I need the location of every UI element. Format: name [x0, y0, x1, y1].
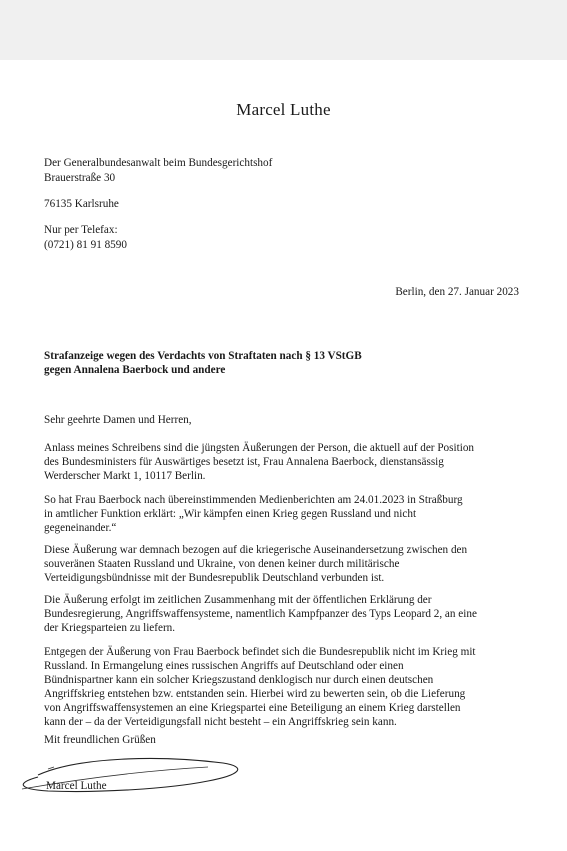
- salutation: Sehr geehrte Damen und Herren,: [44, 414, 192, 426]
- paragraph-3: Diese Äußerung war demnach bezogen auf die kriegerische Auseinandersetzung zwischen den souveränen Staaten Russland und Ukraine, von denen keiner durch militärische Verteidigungsbündnisse mit der Bundesrepublik Deutschland verbunden ist.: [44, 544, 468, 584]
- recipient-city: 76135 Karlsruhe: [44, 198, 119, 210]
- handwritten-signature: [8, 745, 248, 805]
- date-line: Berlin, den 27. Januar 2023: [395, 286, 519, 298]
- sender-name: Marcel Luthe: [236, 100, 331, 119]
- paragraph-2: So hat Frau Baerbock nach übereinstimmenden Medienberichten am 24.01.2023 in Straßburg in amtlicher Funktion erklärt: „Wir kämpfen einen Krieg gegen Russland und nicht gegeneinander.“: [44, 494, 463, 534]
- fax-number: Nur per Telefax: (0721) 81 91 8590: [44, 224, 127, 251]
- closing: Mit freundlichen Grüßen: [44, 734, 156, 746]
- screenshot-top-margin: [0, 0, 567, 60]
- subject-text: Strafanzeige wegen des Verdachts von Straftaten nach § 13 VStGB gegen Annalena Baerbock und andere: [44, 350, 362, 376]
- paragraph-1: Anlass meines Schreibens sind die jüngsten Äußerungen der Person, die aktuell auf der Position des Bundesministers für Auswärtiges besetzt ist, Frau Annalena Baerbock, dienstansässig Werderscher Markt 1, 10117 Berlin.: [44, 442, 475, 482]
- paragraph-5: Entgegen der Äußerung von Frau Baerbock befindet sich die Bundesrepublik nicht im Krieg mit Russland. In Ermangelung eines russischen Angriffs auf Deutschland oder einen Bündnispartner kann ein solcher Kriegszustand denklogisch nur durch einen deutschen Angriffskrieg entstehen bzw. entstanden sein. Hierbei wird zu bewerten sein, ob die Lieferung von Angriffswaffensystemen an eine Kriegspartei eine Beteiligung an einem Krieg darstellen kann der – da der Verteidigungsfall nicht besteht – ein Angriffskrieg sein kann.: [44, 646, 476, 728]
- paragraph-4: Die Äußerung erfolgt im zeitlichen Zusammenhang mit der öffentlichen Erklärung der Bundesregierung, Angriffswaffensysteme, namentlich Kampfpanzer des Typs Leopard 2, an eine der Kriegsparteien zu liefern.: [44, 594, 477, 634]
- subject-line: [44, 349, 362, 377]
- recipient-address: Der Generalbundesanwalt beim Bundesgerichtshof Brauerstraße 30: [44, 157, 273, 184]
- signature-name: Marcel Luthe: [46, 780, 107, 792]
